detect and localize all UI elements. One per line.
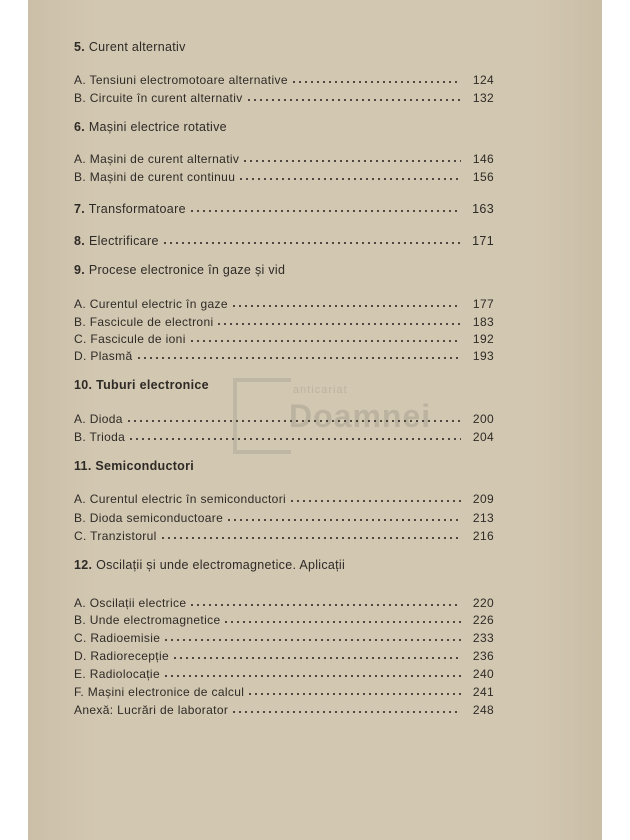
book-page xyxy=(28,0,602,840)
chapter-heading-9 xyxy=(74,263,285,277)
dot-leader xyxy=(163,630,461,642)
toc-entry-label: B. Dioda semiconductoare xyxy=(74,511,224,525)
chapter-number: 9. xyxy=(74,263,86,277)
toc-entry[interactable] xyxy=(74,684,494,702)
dot-leader xyxy=(238,169,461,181)
dot-leader xyxy=(126,411,461,423)
toc-entry-label-group xyxy=(74,234,159,248)
toc-entry-page: 233 xyxy=(472,631,494,645)
toc-entry-page: 183 xyxy=(472,315,494,329)
toc-entry-page: 193 xyxy=(472,349,494,363)
toc-entry-page: 209 xyxy=(472,492,494,506)
toc-entry-page: 156 xyxy=(472,170,494,184)
toc-entry-label: A. Mașini de curent alternativ xyxy=(74,152,240,166)
toc-entry[interactable] xyxy=(74,648,494,666)
dot-leader xyxy=(291,72,461,84)
toc-entry-label: C. Fascicule de ioni xyxy=(74,332,186,346)
toc-entry[interactable] xyxy=(74,630,494,648)
dot-leader xyxy=(216,314,461,326)
toc-entry[interactable] xyxy=(74,666,494,684)
toc-entry-label: B. Circuite în curent alternativ xyxy=(74,91,243,105)
toc-chapter-entry-8[interactable] xyxy=(74,233,494,251)
toc-entry-page: 226 xyxy=(472,613,494,627)
toc-entry-label: D. Plasmă xyxy=(74,349,133,363)
dot-leader xyxy=(189,331,461,343)
chapter-number: 12. xyxy=(74,558,93,572)
toc-entry-annex[interactable] xyxy=(74,702,494,720)
dot-leader xyxy=(189,201,461,213)
toc-entry-label: C. Tranzistorul xyxy=(74,529,157,543)
dot-leader xyxy=(172,648,461,660)
chapter-number: 7. xyxy=(74,202,86,216)
toc-entry[interactable] xyxy=(74,528,494,546)
dot-leader xyxy=(289,491,461,503)
toc-entry-page: 248 xyxy=(472,703,494,717)
chapter-heading-10 xyxy=(74,378,209,392)
toc-entry-label: B. Fascicule de electroni xyxy=(74,315,214,329)
chapter-number: 5. xyxy=(74,40,86,54)
chapter-title: Mașini electrice rotative xyxy=(88,120,227,134)
toc-entry[interactable] xyxy=(74,429,494,447)
toc-entry[interactable] xyxy=(74,331,494,349)
toc-entry-page: 236 xyxy=(472,649,494,663)
chapter-heading-12 xyxy=(74,558,345,572)
toc-entry-label: A. Tensiuni electromotoare alternative xyxy=(74,73,288,87)
toc-entry-label: C. Radioemisie xyxy=(74,631,161,645)
chapter-title: Oscilații și unde electromagnetice. Aplicații xyxy=(96,558,346,572)
toc-entry-page: 124 xyxy=(472,73,494,87)
toc-entry-label: Transformatoare xyxy=(88,202,186,216)
toc-entry[interactable] xyxy=(74,491,494,509)
toc-entry[interactable] xyxy=(74,151,494,169)
dot-leader xyxy=(226,510,461,522)
dot-leader xyxy=(128,429,461,441)
toc-entry[interactable] xyxy=(74,348,494,366)
chapter-title: Semiconductori xyxy=(95,459,195,473)
toc-entry-label-group xyxy=(74,202,186,216)
toc-entry-label: F. Mașini electronice de calcul xyxy=(74,685,245,699)
toc-entry[interactable] xyxy=(74,72,494,90)
toc-entry-page: 213 xyxy=(472,511,494,525)
dot-leader xyxy=(242,151,461,163)
toc-entry-page: 204 xyxy=(472,430,494,444)
toc-entry-page: 132 xyxy=(472,91,494,105)
dot-leader xyxy=(136,348,462,360)
toc-entry-label: A. Oscilații electrice xyxy=(74,596,187,610)
toc-entry[interactable] xyxy=(74,169,494,187)
chapter-title: Tuburi electronice xyxy=(96,378,209,392)
dot-leader xyxy=(223,612,461,624)
toc-entry-page: 177 xyxy=(472,297,494,311)
chapter-heading-5 xyxy=(74,40,186,54)
toc-entry-page: 163 xyxy=(472,202,494,216)
toc-entry[interactable] xyxy=(74,411,494,429)
dot-leader xyxy=(162,233,461,245)
toc-entry-page: 216 xyxy=(472,529,494,543)
toc-entry-label: B. Trioda xyxy=(74,430,126,444)
toc-entry-label: A. Curentul electric în gaze xyxy=(74,297,228,311)
toc-entry-label: B. Unde electromagnetice xyxy=(74,613,221,627)
dot-leader xyxy=(231,296,461,308)
toc-chapter-entry-7[interactable] xyxy=(74,201,494,219)
toc-entry[interactable] xyxy=(74,314,494,332)
toc-entry-label: A. Curentul electric în semiconductori xyxy=(74,492,287,506)
toc-entry-page: 192 xyxy=(472,332,494,346)
toc-entry-label: E. Radiolocație xyxy=(74,667,160,681)
toc-entry-label: Electrificare xyxy=(88,234,159,248)
toc-entry-label: D. Radiorecepție xyxy=(74,649,169,663)
toc-entry-page: 220 xyxy=(472,596,494,610)
chapter-number: 8. xyxy=(74,234,86,248)
toc-entry[interactable] xyxy=(74,510,494,528)
toc-entry-page: 200 xyxy=(472,412,494,426)
dot-leader xyxy=(247,684,461,696)
chapter-heading-11 xyxy=(74,459,194,473)
toc-entry[interactable] xyxy=(74,612,494,630)
toc-entry-label: B. Mașini de curent continuu xyxy=(74,170,236,184)
toc-entry[interactable] xyxy=(74,296,494,314)
toc-entry-page: 146 xyxy=(472,152,494,166)
toc-entry-label: A. Dioda xyxy=(74,412,123,426)
dot-leader xyxy=(246,90,461,102)
chapter-number: 11. xyxy=(74,459,92,473)
chapter-number: 6. xyxy=(74,120,86,134)
toc-entry-page: 240 xyxy=(472,667,494,681)
dot-leader xyxy=(163,666,461,678)
chapter-title: Procese electronice în gaze și vid xyxy=(88,263,286,277)
chapter-title: Curent alternativ xyxy=(88,40,186,54)
dot-leader xyxy=(160,528,461,540)
toc-entry-page: 241 xyxy=(472,685,494,699)
watermark-small-text: anticariat xyxy=(293,384,348,396)
dot-leader xyxy=(231,702,461,714)
toc-entry[interactable] xyxy=(74,90,494,108)
toc-entry-label: Anexă: Lucrări de laborator xyxy=(74,703,229,717)
toc-entry-page: 171 xyxy=(472,234,494,248)
dot-leader xyxy=(189,595,461,607)
toc-entry[interactable] xyxy=(74,595,494,613)
chapter-heading-6 xyxy=(74,120,227,134)
chapter-number: 10. xyxy=(74,378,93,392)
